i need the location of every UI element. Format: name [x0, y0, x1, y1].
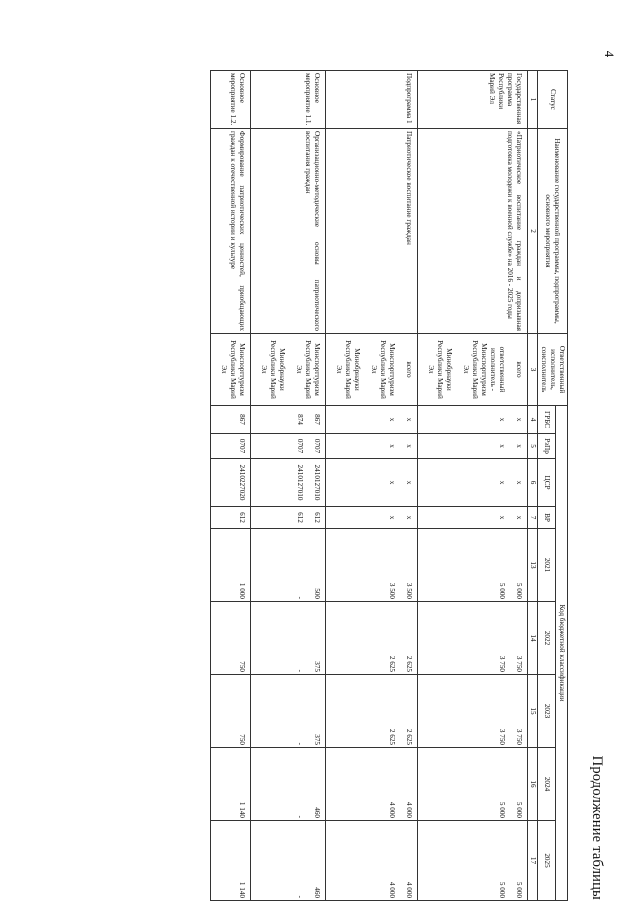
header-year: 2021	[538, 529, 556, 602]
responsible-coexecutor: Минобрнауки Республики Марий Эл	[260, 340, 286, 399]
header-csr: ЦСР	[538, 459, 556, 507]
cell-2021: 3 500 3 500	[326, 529, 418, 602]
row-name: Формирование патриотических ценностей, приобщающих граждан к отечественной истории и культуре	[211, 129, 251, 334]
row-name: «Патриотическое воспитание граждан и допризывная подготовка молодежи к военной службе» на 2016 - 2025 годы	[418, 129, 528, 334]
cell-2023: 2 625 2 625	[326, 675, 418, 748]
column-number: 14	[528, 602, 538, 675]
row-responsible: Минспорттуризм Республики Марий Эл	[211, 334, 251, 406]
column-number: 2	[528, 129, 538, 334]
header-budget-code: Код бюджетной классификации	[556, 406, 568, 901]
column-number: 13	[528, 529, 538, 602]
cell-vr: 612	[211, 507, 251, 529]
row-responsible	[251, 334, 326, 406]
cell-grbs: 867	[211, 406, 251, 434]
table-row	[211, 71, 251, 901]
cell-vr: 612 612	[251, 507, 326, 529]
continuation-title: Продолжение таблицы	[589, 755, 605, 900]
cell-2024: 460 -	[251, 748, 326, 821]
cell-rzpr: х х	[418, 434, 528, 459]
responsible-executor: Минспорттуризм Республики Марий Эл	[295, 340, 321, 399]
row-status: Основное мероприятие 1.1.	[251, 71, 326, 129]
header-status: Статус	[538, 71, 568, 129]
cell-2022: 375 -	[251, 602, 326, 675]
row-responsible	[418, 334, 528, 406]
cell-2025: 4 000 4 000	[326, 821, 418, 901]
cell-2022: 3 750 3 750	[418, 602, 528, 675]
column-number: 15	[528, 675, 538, 748]
cell-2025: 1 140	[211, 821, 251, 901]
header-grbs: ГРБС	[538, 406, 556, 434]
cell-csr: 2410127010 2410127010	[251, 459, 326, 507]
cell-vr: х х	[326, 507, 418, 529]
cell-2021: 5 000 5 000	[418, 529, 528, 602]
cell-2022: 2 625 2 625	[326, 602, 418, 675]
header-year: 2023	[538, 675, 556, 748]
page-number: 4	[602, 50, 617, 58]
column-number: 1	[528, 71, 538, 129]
column-number: 16	[528, 748, 538, 821]
responsible-coexecutor: Минобрнауки Республики Марий Эл	[335, 340, 361, 399]
cell-2023: 750	[211, 675, 251, 748]
rotated-page-content	[135, 70, 605, 900]
cell-grbs: 867 874	[251, 406, 326, 434]
column-number: 3	[528, 334, 538, 406]
cell-rzpr: 0707	[211, 434, 251, 459]
cell-csr: х х	[418, 459, 528, 507]
cell-csr: 2410227020	[211, 459, 251, 507]
cell-grbs: х х	[326, 406, 418, 434]
cell-grbs: х х	[418, 406, 528, 434]
row-status: Подпрограмма 1	[326, 71, 418, 129]
responsible-total: всего	[515, 361, 523, 378]
header-year: 2025	[538, 821, 556, 901]
responsible-executor: ответственный исполнитель - Минспорттуризм Республики Марий Эл	[462, 340, 506, 399]
row-status: Государственная программа Республики Марий Эл	[418, 71, 528, 129]
cell-2022: 750	[211, 602, 251, 675]
cell-2021: 1 000	[211, 529, 251, 602]
column-number: 17	[528, 821, 538, 901]
header-vr: ВР	[538, 507, 556, 529]
cell-rzpr: 0707 0707	[251, 434, 326, 459]
cell-2021: 500 -	[251, 529, 326, 602]
row-name: Организационно-методические основы патриотического воспитания граждан	[251, 129, 326, 334]
cell-2025: 5 000 5 000	[418, 821, 528, 901]
header-year: 2024	[538, 748, 556, 821]
cell-2023: 375 -	[251, 675, 326, 748]
cell-2024: 4 000 4 000	[326, 748, 418, 821]
column-number: 7	[528, 507, 538, 529]
header-name: Наименование государственной программы, подпрограммы, основного мероприятия	[538, 129, 568, 334]
row-status: Основное мероприятие 1.2.	[211, 71, 251, 129]
cell-vr: х х	[418, 507, 528, 529]
cell-csr: х х	[326, 459, 418, 507]
responsible-coexecutor: Минобрнауки Республики Марий Эл	[427, 340, 453, 399]
row-responsible	[326, 334, 418, 406]
table-row	[326, 71, 418, 901]
cell-2023: 3 750 3 750	[418, 675, 528, 748]
column-number: 5	[528, 434, 538, 459]
cell-rzpr: х х	[326, 434, 418, 459]
header-responsible: Ответственный исполнитель, соисполнитель	[538, 334, 568, 406]
cell-2024: 5 000 5 000	[418, 748, 528, 821]
table-row	[418, 71, 528, 901]
column-number: 4	[528, 406, 538, 434]
responsible-executor: Минспорттуризм Республики Марий Эл	[370, 340, 396, 399]
header-rzpr: РзПр	[538, 434, 556, 459]
table-row	[251, 71, 326, 901]
responsible-total: всего	[405, 361, 413, 378]
cell-2025: 460 -	[251, 821, 326, 901]
budget-table	[210, 70, 568, 901]
row-name: Патриотическое воспитание граждан	[326, 129, 418, 334]
cell-2024: 1 140	[211, 748, 251, 821]
header-year: 2022	[538, 602, 556, 675]
column-number: 6	[528, 459, 538, 507]
